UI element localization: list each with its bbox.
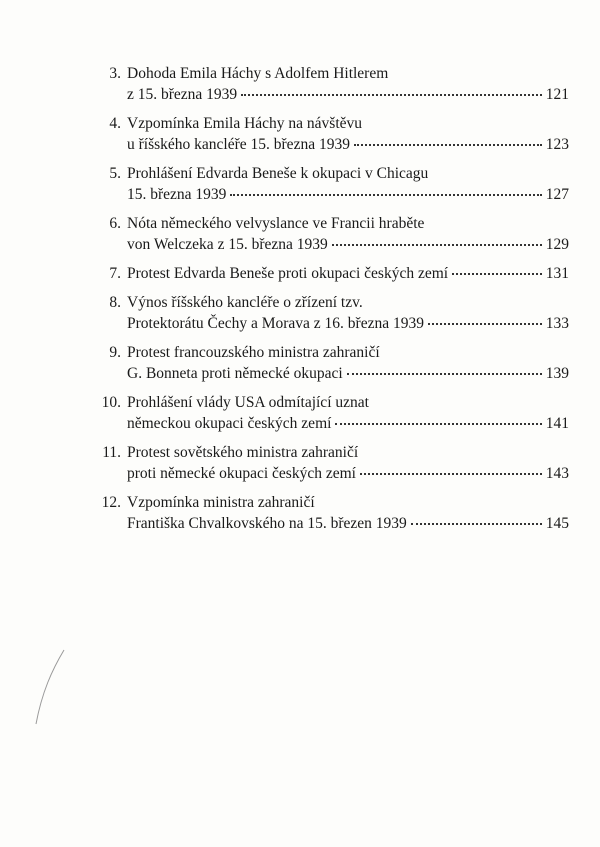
toc-entry-body bbox=[127, 113, 569, 155]
toc-entry-last-line bbox=[127, 234, 569, 255]
toc-entry-page-number: 131 bbox=[545, 265, 569, 282]
toc-entry bbox=[95, 492, 569, 534]
toc-entry-number: 9. bbox=[109, 344, 121, 361]
table-of-contents bbox=[95, 63, 569, 542]
toc-entry-page-number: 121 bbox=[545, 86, 569, 103]
toc-entry-number: 7. bbox=[109, 265, 121, 282]
toc-entry-page-number: 139 bbox=[545, 365, 569, 382]
toc-entry-page-number: 127 bbox=[545, 186, 569, 203]
toc-entry bbox=[95, 442, 569, 484]
toc-entry-number: 5. bbox=[109, 165, 121, 182]
toc-entry-title-line: von Welczeka z 15. března 1939 bbox=[127, 236, 328, 253]
toc-entry-last-line bbox=[127, 513, 569, 534]
toc-entry-page-number: 123 bbox=[545, 136, 569, 153]
toc-entry-page-number: 145 bbox=[545, 515, 569, 532]
toc-entry-last-line bbox=[127, 134, 569, 155]
dot-leader bbox=[332, 244, 542, 246]
dot-leader bbox=[360, 473, 542, 475]
toc-entry-number: 11. bbox=[102, 444, 121, 461]
toc-entry-last-line bbox=[127, 463, 569, 484]
toc-entry-title-line: Protest francouzského ministra zahraničí bbox=[127, 344, 380, 361]
toc-entry-number: 6. bbox=[109, 215, 121, 232]
toc-entry-page-number: 129 bbox=[545, 236, 569, 253]
pencil-mark bbox=[28, 648, 68, 728]
toc-entry bbox=[95, 263, 569, 284]
toc-entry-body bbox=[127, 263, 569, 284]
toc-entry-title-line: u říšského kancléře 15. března 1939 bbox=[127, 136, 350, 153]
toc-entry-title-line: G. Bonneta proti německé okupaci bbox=[127, 365, 343, 382]
toc-entry-number: 3. bbox=[109, 65, 121, 82]
toc-entry-page-number: 133 bbox=[545, 315, 569, 332]
dot-leader bbox=[452, 273, 542, 275]
dot-leader bbox=[354, 144, 542, 146]
toc-entry-last-line bbox=[127, 84, 569, 105]
toc-entry-title-line: proti německé okupaci českých zemí bbox=[127, 465, 356, 482]
toc-entry-body bbox=[127, 163, 569, 205]
toc-entry-body bbox=[127, 492, 569, 534]
toc-entry-title-line: Výnos říšského kancléře o zřízení tzv. bbox=[127, 294, 363, 311]
toc-entry bbox=[95, 292, 569, 334]
toc-entry-last-line bbox=[127, 263, 569, 284]
toc-entry-title-line: Dohoda Emila Háchy s Adolfem Hitlerem bbox=[127, 65, 389, 82]
dot-leader bbox=[241, 94, 542, 96]
toc-entry-number: 4. bbox=[109, 115, 121, 132]
dot-leader bbox=[335, 423, 541, 425]
toc-entry-body bbox=[127, 392, 569, 434]
toc-entry-number: 12. bbox=[101, 494, 121, 511]
toc-entry-title-line: Protest sovětského ministra zahraničí bbox=[127, 444, 359, 461]
toc-entry-title-line: Protektorátu Čechy a Morava z 16. března 1939 bbox=[127, 315, 424, 332]
toc-entry-title-line: 15. března 1939 bbox=[127, 186, 227, 203]
toc-entry-number: 10. bbox=[101, 394, 121, 411]
toc-entry-title-line: Vzpomínka ministra zahraničí bbox=[127, 494, 315, 511]
toc-entry bbox=[95, 392, 569, 434]
toc-entry-last-line bbox=[127, 313, 569, 334]
toc-entry-last-line bbox=[127, 363, 569, 384]
toc-entry-last-line bbox=[127, 184, 569, 205]
toc-entry-page-number: 143 bbox=[545, 465, 569, 482]
toc-entry-title-line: Františka Chvalkovského na 15. březen 1939 bbox=[127, 515, 407, 532]
toc-entry bbox=[95, 163, 569, 205]
toc-entry-number: 8. bbox=[109, 294, 121, 311]
toc-entry-body bbox=[127, 292, 569, 334]
toc-entry bbox=[95, 342, 569, 384]
dot-leader bbox=[347, 373, 542, 375]
toc-entry-body bbox=[127, 342, 569, 384]
toc-entry-page-number: 141 bbox=[545, 415, 569, 432]
toc-entry-body bbox=[127, 63, 569, 105]
toc-entry-title-line: Vzpomínka Emila Háchy na návštěvu bbox=[127, 115, 363, 132]
toc-entry-title-line: Protest Edvarda Beneše proti okupaci českých zemí bbox=[127, 265, 449, 282]
toc-entry-title-line: Prohlášení vlády USA odmítající uznat bbox=[127, 394, 369, 411]
dot-leader bbox=[230, 194, 541, 196]
dot-leader bbox=[428, 323, 542, 325]
toc-entry-body bbox=[127, 442, 569, 484]
toc-entry bbox=[95, 113, 569, 155]
toc-entry-title-line: Nóta německého velvyslance ve Francii hraběte bbox=[127, 215, 425, 232]
toc-entry-body bbox=[127, 213, 569, 255]
toc-entry-title-line: německou okupaci českých zemí bbox=[127, 415, 332, 432]
toc-entry-title-line: Prohlášení Edvarda Beneše k okupaci v Chicagu bbox=[127, 165, 429, 182]
toc-entry bbox=[95, 213, 569, 255]
toc-entry bbox=[95, 63, 569, 105]
dot-leader bbox=[411, 523, 542, 525]
toc-entry-last-line bbox=[127, 413, 569, 434]
toc-entry-title-line: z 15. března 1939 bbox=[127, 86, 238, 103]
